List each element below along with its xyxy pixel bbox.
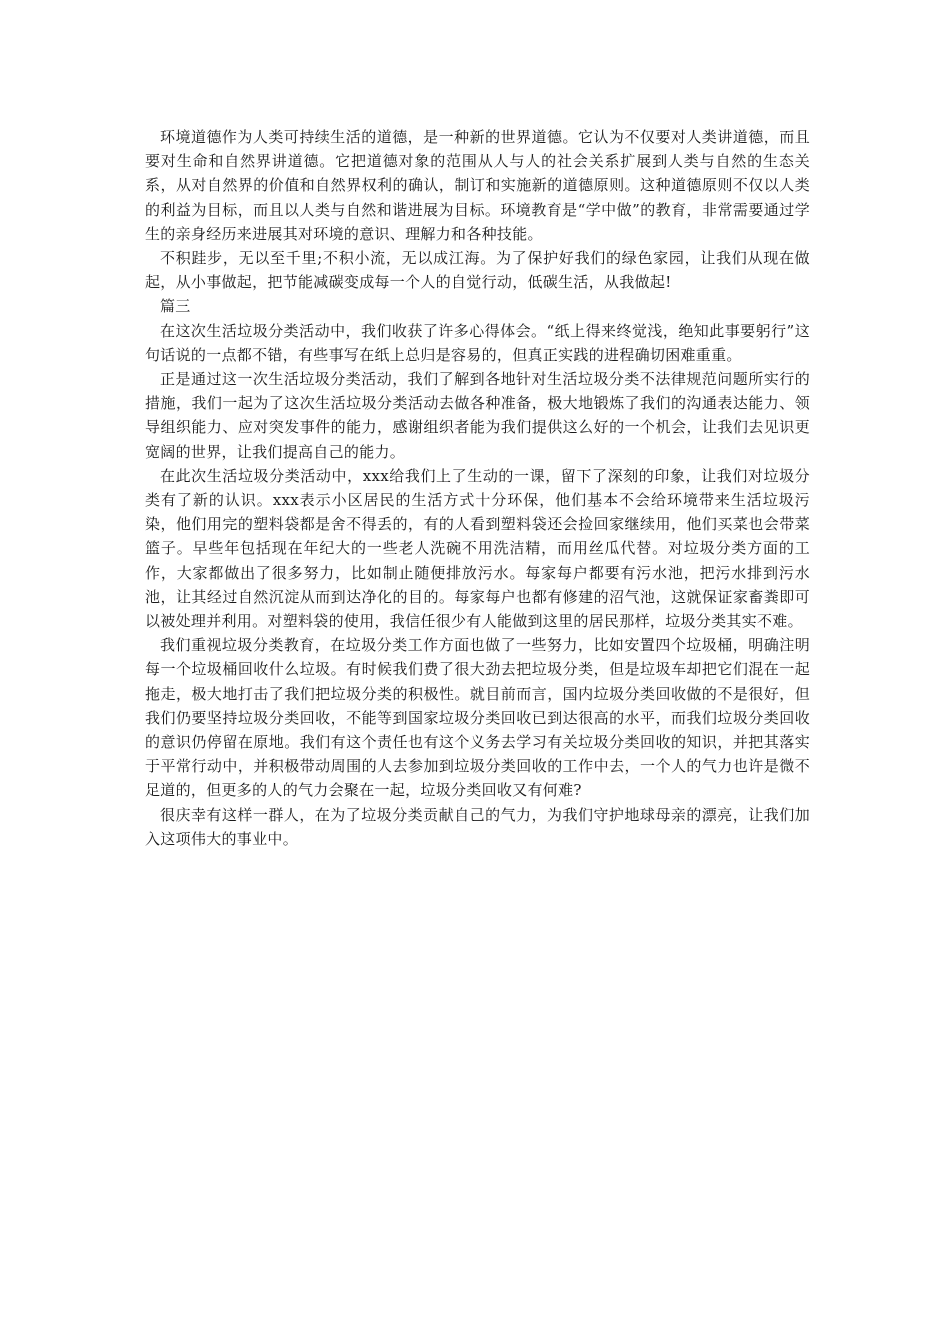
paragraph-activity-preparation: 正是通过这一次生活垃圾分类活动，我们了解到各地针对生活垃圾分类不法律规范问题所实行的措施，我们一起为了这次生活垃圾分类活动去做各种准备，极大地锻炼了我们的沟通表达能力、领导组织能力、应对突发事件的能力，感谢组织者能为我们提供这么好的一个机会，让我们去见识更宽阔的世界，让我们提高自己的能力。 [145, 370, 810, 461]
paragraph-environmental-ethics: 环境道德作为人类可持续生活的道德，是一种新的世界道德。它认为不仅要对人类讲道德，而且要对生命和自然界讲道德。它把道德对象的范围从人与人的社会关系扩展到人类与自然的生态关系，从对自然界的价值和自然界权利的确认，制订和实施新的道德原则。这种道德原则不仅以人类的利益为目标，而且以人类与自然和谐进展为目标。环境教育是“学中做”的教育，非常需要通过学生的亲身经历来进展其对环境的意识、理解力和各种技能。 [145, 128, 810, 243]
section-heading: 篇三 [160, 297, 191, 316]
paragraph-closing: 很庆幸有这样一群人，在为了垃圾分类贡献自己的气力，为我们守护地球母亲的漂亮，让我们加入这项伟大的事业中。 [145, 805, 810, 848]
paragraph-residents-lifestyle: 在此次生活垃圾分类活动中，xxx给我们上了生动的一课，留下了深刻的印象，让我们对垃圾分类有了新的认识。xxx表示小区居民的生活方式十分环保，他们基本不会给环境带来生活垃圾污染，他们用完的塑料袋都是舍不得丢的，有的人看到塑料袋还会捡回家继续用，他们买菜也会带菜篮子。早些年包括现在年纪大的一些老人洗碗不用洗洁精，而用丝瓜代替。对垃圾分类方面的工作，大家都做出了很多努力，比如制止随便排放污水。每家每户都要有污水池，把污水排到污水池，让其经过自然沉淀从而到达净化的目的。每家每户也都有修建的沼气池，这就保证家畜粪即可以被处理并利用。对塑料袋的使用，我信任很少有人能做到这里的居民那样，垃圾分类其实不难。 [145, 466, 810, 631]
paragraph-classification-education: 我们重视垃圾分类教育，在垃圾分类工作方面也做了一些努力，比如安置四个垃圾桶，明确注明每一个垃圾桶回收什么垃圾。有时候我们费了很大劲去把垃圾分类，但是垃圾车却把它们混在一起拖走，极大地打击了我们把垃圾分类的积极性。就目前而言，国内垃圾分类回收做的不是很好，但我们仍要坚持垃圾分类回收，不能等到国家垃圾分类回收已到达很高的水平，而我们垃圾分类回收的意识仍停留在原地。我们有这个责任也有这个义务去学习有关垃圾分类回收的知识，并把其落实于平常行动中，并积极带动周围的人去参加到垃圾分类回收的工作中去，一个人的气力也许是微不足道的，但更多的人的气力会聚在一起，垃圾分类回收又有何难? [145, 636, 810, 800]
paragraph-activity-reflection: 在这次生活垃圾分类活动中，我们收获了许多心得体会。“纸上得来终觉浅，绝知此事要躬行”这句话说的一点都不错，有些事写在纸上总归是容易的，但真正实践的进程确切困难重重。 [145, 321, 810, 364]
document-body [145, 125, 810, 851]
paragraph-low-carbon: 不积跬步，无以至千里;不积小流，无以成江海。为了保护好我们的绿色家园，让我们从现在做起，从小事做起，把节能减碳变成每一个人的自觉行动，低碳生活，从我做起! [145, 249, 810, 292]
